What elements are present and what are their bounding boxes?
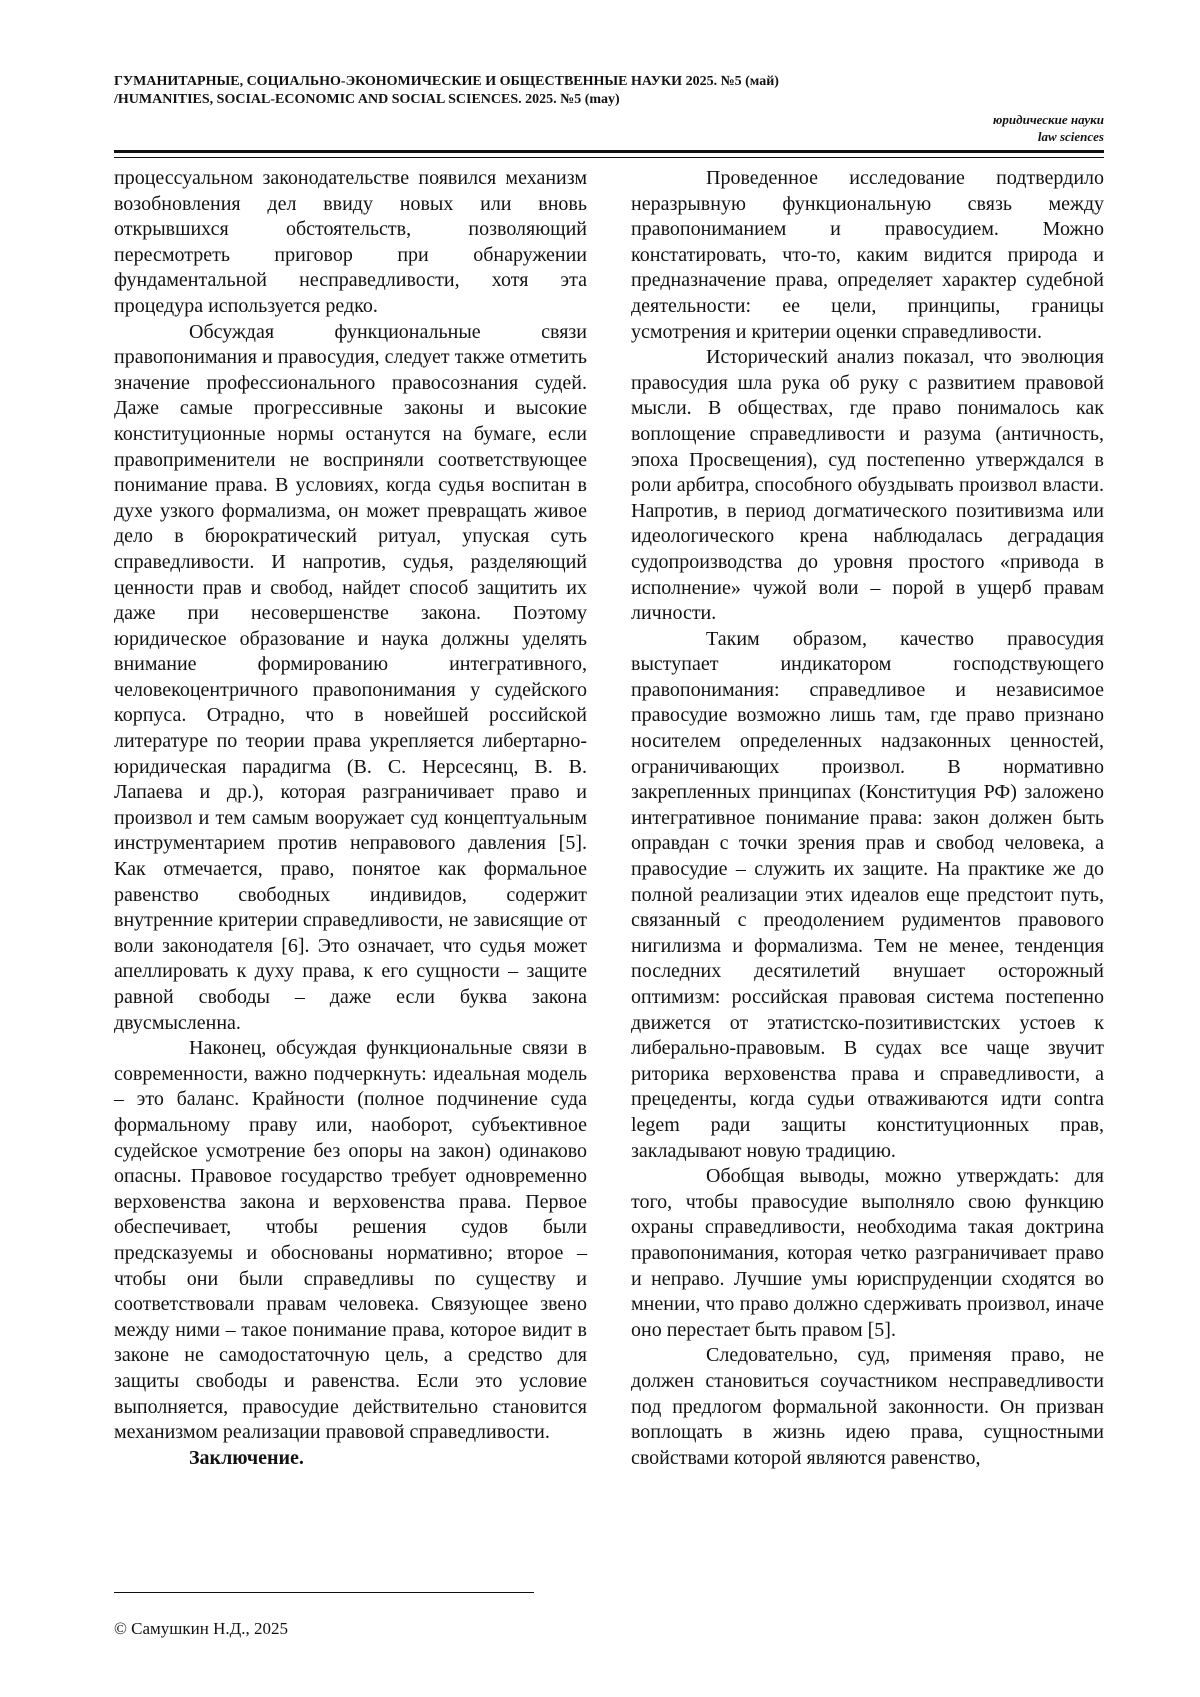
header-rule-thick <box>114 150 1104 153</box>
paragraph: Проведенное исследование подтвердило неразрывную функциональную связь между правопониманием и правосудием. Можно констатировать, что-то, каким видится природа и предназначение права, определяет характер судебной деятельности: ее цели, принципы, границы усмотрения и критерии оценки справедливости. <box>631 167 1104 343</box>
section-label-ru: юридические науки <box>992 112 1104 127</box>
section-heading: Заключение. <box>189 1446 304 1469</box>
journal-title-en: /HUMANITIES, SOCIAL-ECONOMIC AND SOCIAL SCIENCES. 2025. №5 (may) <box>114 92 620 107</box>
right-column <box>631 166 1104 1471</box>
section-label <box>993 111 1104 145</box>
copyright-note: © Самушкин Н.Д., 2025 <box>114 1619 288 1638</box>
left-column <box>114 166 587 1471</box>
paragraph: Обсуждая функциональные связи правопонимания и правосудия, следует также отметить значение профессионального правосознания судей. Даже самые прогрессивные законы и высокие конституционные нормы останутся на бумаге, если правоприменители не восприняли соответствующее понимание права. В условиях, когда судья воспитан в духе узкого формализма, он может превращать живое дело в бюрократический ритуал, упуская суть справедливости. И напротив, судья, разделяющий ценности прав и свобод, найдет способ защитить их даже при несовершенстве закона. Поэтому юридическое образование и наука должны уделять внимание формированию интегративного, человекоцентричного правопонимания у судейского корпуса. Отрадно, что в новейшей российской литературе по теории права укрепляется либертарно-юридическая парадигма (В. С. Нерсесянц, В. В. Лапаева и др.), которая разграничивает право и произвол и тем самым вооружает суд концептуальным инструментарием против неправового давления [5]. Как отмечается, право, понятое как формальное равенство свободных индивидов, содержит внутренние критерии справедливости, не зависящие от воли законодателя [6]. Это означает, что судья может апеллировать к духу права, к его сущности – защите равной свободы – даже если буква закона двусмысленна. <box>114 320 587 1034</box>
paragraph: процессуальном законодательстве появился механизм возобновления дел ввиду новых или вновь открывшихся обстоятельств, позволяющий пересмотреть приговор при обнаружении фундаментальной несправедливости, хотя эта процедура используется редко. <box>114 167 587 317</box>
paragraph: Наконец, обсуждая функциональные связи в современности, важно подчеркнуть: идеальная модель – это баланс. Крайности (полное подчинение суда формальному праву или, наоборот, субъективное судейское усмотрение без опоры на закон) одинаково опасны. Правовое государство требует одновременно верховенства закона и верховенства права. Первое обеспечивает, чтобы решения судов были предсказуемы и обоснованы нормативно; второе – чтобы они были справедливы по существу и соответствовали правам человека. Связующее звено между ними – такое понимание права, которое видит в законе не самодостаточную цель, а средство для защиты свободы и равенства. Если это условие выполняется, правосудие действительно становится механизмом реализации правовой справедливости. <box>114 1037 587 1444</box>
footnote-divider <box>114 1592 534 1593</box>
header-rule-thin <box>114 157 1104 158</box>
section-label-en: law sciences <box>1037 129 1104 144</box>
paragraph: Таким образом, качество правосудия выступает индикатором господствующего правопонимания: справедливое и независимое правосудие возможно лишь там, где право признано носителем определенных надзаконных ценностей, ограничивающих произвол. В нормативно закрепленных принципах (Конституция РФ) заложено интегративное понимание права: закон должен быть оправдан с точки зрения прав и свобод человека, а правосудие – служить их защите. На практике же до полной реализации этих идеалов еще предстоит путь, связанный с преодолением рудиментов правового нигилизма и формализма. Тем не менее, тенденция последних десятилетий внушает осторожный оптимизм: российская правовая система постепенно движется от этатистско-позитивистских устоев к либерально-правовым. В судах все чаще звучит риторика верховенства права и справедливости, а прецеденты, когда судьи отваживаются идти contra legem ради защиты конституционных прав, закладывают новую традицию. <box>631 627 1104 1162</box>
paragraph: Обобщая выводы, можно утверждать: для того, чтобы правосудие выполняло свою функцию охраны справедливости, необходима такая доктрина правопонимания, которая четко разграничивает право и неправо. Лучшие умы юриспруденции сходятся во мнении, что право должно сдерживать произвол, иначе оно перестает быть правом [5]. <box>631 1165 1104 1341</box>
paragraph: Следовательно, суд, применяя право, не должен становиться соучастником несправедливости под предлогом формальной законности. Он призван воплощать в жизнь идею права, сущностными свойствами которой являются равенство, <box>631 1344 1104 1469</box>
journal-header <box>114 73 1104 109</box>
paragraph: Исторический анализ показал, что эволюция правосудия шла рука об руку с развитием правовой мысли. В обществах, где право понималось как воплощение справедливости и разума (античность, эпоха Просвещения), суд постепенно утверждался в роли арбитра, способного обуздывать произвол власти. Напротив, в период догматического позитивизма или идеологического крена наблюдалась деградация судопроизводства до уровня простого «привода в исполнение» чужой воли – порой в ущерб правам личности. <box>631 346 1104 625</box>
journal-title-ru: ГУМАНИТАРНЫЕ, СОЦИАЛЬНО-ЭКОНОМИЧЕСКИЕ И ОБЩЕСТВЕННЫЕ НАУКИ 2025. №5 (май) <box>114 74 779 89</box>
